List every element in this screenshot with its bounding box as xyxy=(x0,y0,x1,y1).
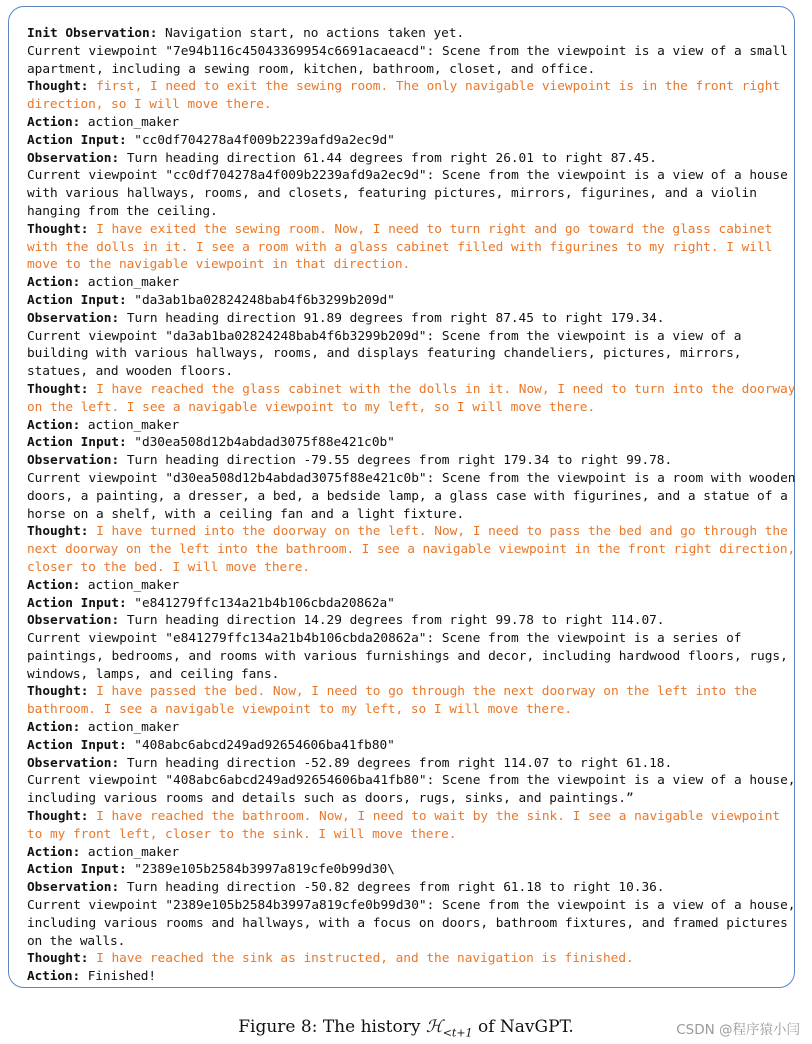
log-label: Thought: xyxy=(27,809,89,825)
log-line xyxy=(27,417,797,435)
log-label: Thought: xyxy=(27,951,89,967)
thought-text: I have reached the glass cabinet with the dolls in it. Now, I need to turn into the doorway xyxy=(88,381,796,397)
thought-text: to my front left, closer to the sink. I will move there. xyxy=(27,826,457,842)
thought-text: I have reached the sink as instructed, and the navigation is finished. xyxy=(88,951,634,967)
log-text: statues, and wooden floors. xyxy=(27,364,234,380)
log-text: Navigation start, no actions taken yet. xyxy=(157,26,465,41)
log-line xyxy=(27,167,797,185)
log-line xyxy=(27,434,797,452)
caption-symbol: ℋ xyxy=(425,1017,443,1037)
log-label: Action Input: xyxy=(27,292,127,308)
log-text: apartment, including a sewing room, kitchen, bathroom, closet, and office. xyxy=(27,61,596,77)
log-label: Action Input: xyxy=(27,595,127,611)
log-label: Thought: xyxy=(27,381,89,397)
log-line xyxy=(27,790,797,808)
log-line xyxy=(27,701,797,719)
log-text: paintings, bedrooms, and rooms with various furnishings and decor, including hardwood floors, rugs, xyxy=(27,648,788,664)
log-line xyxy=(27,683,797,701)
log-line xyxy=(27,861,797,879)
log-text: "da3ab1ba02824248bab4f6b3299b209d" xyxy=(126,292,395,308)
log-text: Current viewpoint "da3ab1ba02824248bab4f6b3299b209d": Scene from the viewpoint is a view of a xyxy=(27,328,742,344)
log-line xyxy=(27,666,797,684)
log-line xyxy=(27,808,797,826)
log-line xyxy=(27,915,797,933)
log-line xyxy=(27,203,797,221)
log-label: Thought: xyxy=(27,221,89,237)
log-label: Init Observation: xyxy=(27,26,158,41)
log-line xyxy=(27,968,797,986)
log-line xyxy=(27,381,797,399)
log-label: Action: xyxy=(27,417,81,433)
thought-text: I have reached the bathroom. Now, I need to wait by the sink. I see a navigable viewpoint xyxy=(88,809,781,825)
log-line xyxy=(27,648,797,666)
log-text: "408abc6abcd249ad92654606ba41fb80" xyxy=(126,737,395,753)
thought-text: I have turned into the doorway on the left. Now, I need to pass the bed and go through the xyxy=(88,524,788,540)
log-line xyxy=(27,274,797,292)
caption-subscript: <t+1 xyxy=(442,1026,473,1040)
log-text: action_maker xyxy=(80,417,180,433)
log-text: Current viewpoint "cc0df704278a4f009b2239afd9a2ec9d": Scene from the viewpoint is a view of a house xyxy=(27,168,788,184)
log-line xyxy=(27,256,797,274)
caption-suffix: of NavGPT. xyxy=(472,1017,574,1037)
log-text: Current viewpoint "2389e105b2584b3997a819cfe0b99d30": Scene from the viewpoint is a view of a house, xyxy=(27,898,796,914)
log-line xyxy=(27,25,797,43)
thought-text: I have exited the sewing room. Now, I need to turn right and go toward the glass cabinet xyxy=(88,221,773,237)
log-label: Observation: xyxy=(27,150,120,166)
log-line xyxy=(27,78,797,96)
log-text: "d30ea508d12b4abdad3075f88e421c0b" xyxy=(126,435,395,451)
log-label: Action: xyxy=(27,577,81,593)
thought-text: closer to the bed. I will move there. xyxy=(27,559,311,575)
log-line xyxy=(27,363,797,381)
caption-prefix: Figure 8: The history xyxy=(238,1017,426,1037)
log-label: Observation: xyxy=(27,755,120,771)
log-line xyxy=(27,933,797,951)
log-text: Current viewpoint "d30ea508d12b4abdad3075f88e421c0b": Scene from the viewpoint is a room with wooden xyxy=(27,470,796,486)
log-line xyxy=(27,452,797,470)
log-line xyxy=(27,577,797,595)
log-label: Observation: xyxy=(27,880,120,896)
log-text: Current viewpoint "e841279ffc134a21b4b106cbda20862a": Scene from the viewpoint is a series of xyxy=(27,631,742,647)
log-line xyxy=(27,185,797,203)
log-label: Action: xyxy=(27,275,81,291)
log-line xyxy=(27,488,797,506)
log-text: Current viewpoint "7e94b116c45043369954c6691acaeacd": Scene from the viewpoint is a view of a small xyxy=(27,43,788,59)
thought-text: first, I need to exit the sewing room. The only navigable viewpoint is in the front right xyxy=(88,79,781,95)
log-text: action_maker xyxy=(80,844,180,860)
log-text: building with various hallways, rooms, and displays featuring chandeliers, pictures, mirrors, xyxy=(27,346,742,362)
log-text: on the walls. xyxy=(27,933,126,949)
log-line xyxy=(27,879,797,897)
log-line xyxy=(27,826,797,844)
log-label: Thought: xyxy=(27,684,89,700)
log-line xyxy=(27,328,797,346)
thought-text: move to the navigable viewpoint in that direction. xyxy=(27,257,411,273)
thought-text: direction, so I will move there. xyxy=(27,97,272,113)
log-label: Thought: xyxy=(27,79,89,95)
watermark: CSDN @程序猿小闫 xyxy=(676,1022,800,1038)
log-text: Finished! xyxy=(80,969,156,985)
log-text: "cc0df704278a4f009b2239afd9a2ec9d" xyxy=(126,132,395,148)
log-line xyxy=(27,950,797,968)
log-text: Turn heading direction 61.44 degrees from right 26.01 to right 87.45. xyxy=(119,150,657,166)
log-label: Action Input: xyxy=(27,862,127,878)
thought-text: on the left. I see a navigable viewpoint to my left, so I will move there. xyxy=(27,399,596,415)
navgpt-history-log xyxy=(27,25,797,986)
log-line xyxy=(27,114,797,132)
log-line xyxy=(27,612,797,630)
log-line xyxy=(27,239,797,257)
log-line xyxy=(27,150,797,168)
log-line xyxy=(27,132,797,150)
log-text: including various rooms and hallways, with a focus on doors, bathroom fixtures, and framed pictures xyxy=(27,915,788,931)
log-text: Turn heading direction -50.82 degrees from right 61.18 to right 10.36. xyxy=(119,880,665,896)
log-text: Turn heading direction -79.55 degrees from right 179.34 to right 99.78. xyxy=(119,453,673,469)
log-line xyxy=(27,292,797,310)
thought-text: next doorway on the left into the bathroom. I see a navigable viewpoint in the front right direction, xyxy=(27,542,796,558)
log-line xyxy=(27,345,797,363)
log-line xyxy=(27,719,797,737)
log-text: horse on a shelf, with a ceiling fan and a light fixture. xyxy=(27,506,465,522)
log-label: Action Input: xyxy=(27,737,127,753)
thought-text: with the dolls in it. I see a room with a glass cabinet filled with figurines to my right. I will xyxy=(27,239,773,255)
log-label: Action: xyxy=(27,844,81,860)
log-line xyxy=(27,310,797,328)
log-label: Action Input: xyxy=(27,435,127,451)
log-text: Current viewpoint "408abc6abcd249ad92654606ba41fb80": Scene from the viewpoint is a view of a house, xyxy=(27,773,796,789)
log-line xyxy=(27,559,797,577)
thought-text: bathroom. I see a navigable viewpoint to my left, so I will move there. xyxy=(27,702,573,718)
log-label: Action: xyxy=(27,720,81,736)
log-label: Action: xyxy=(27,969,81,985)
log-line xyxy=(27,399,797,417)
log-line xyxy=(27,506,797,524)
log-text: including various rooms and details such as doors, rugs, sinks, and paintings.” xyxy=(27,791,634,807)
log-line xyxy=(27,630,797,648)
log-text: action_maker xyxy=(80,577,180,593)
log-label: Action Input: xyxy=(27,132,127,148)
log-text: Turn heading direction 91.89 degrees from right 87.45 to right 179.34. xyxy=(119,310,665,326)
log-label: Observation: xyxy=(27,310,120,326)
log-label: Action: xyxy=(27,114,81,130)
log-line xyxy=(27,541,797,559)
log-text: action_maker xyxy=(80,275,180,291)
log-line xyxy=(27,595,797,613)
log-line xyxy=(27,737,797,755)
log-label: Observation: xyxy=(27,613,120,629)
log-line xyxy=(27,755,797,773)
log-text: hanging from the ceiling. xyxy=(27,203,218,219)
log-text: Turn heading direction -52.89 degrees from right 114.07 to right 61.18. xyxy=(119,755,673,771)
log-line xyxy=(27,221,797,239)
log-text: "2389e105b2584b3997a819cfe0b99d30\ xyxy=(126,862,395,878)
log-line xyxy=(27,772,797,790)
log-text: windows, lamps, and ceiling fans. xyxy=(27,666,280,682)
log-line xyxy=(27,470,797,488)
log-text: with various hallways, rooms, and closets, featuring pictures, mirrors, figurines, and a violin xyxy=(27,186,757,202)
log-line xyxy=(27,61,797,79)
log-text: action_maker xyxy=(80,720,180,736)
log-line xyxy=(27,523,797,541)
log-text: "e841279ffc134a21b4b106cbda20862a" xyxy=(126,595,395,611)
log-label: Observation: xyxy=(27,453,120,469)
log-line xyxy=(27,844,797,862)
log-text: doors, a painting, a dresser, a bed, a bedside lamp, a glass case with figurines, and a statue of a xyxy=(27,488,788,504)
log-text: Turn heading direction 14.29 degrees from right 99.78 to right 114.07. xyxy=(119,613,665,629)
log-line xyxy=(27,96,797,114)
thought-text: I have passed the bed. Now, I need to go through the next doorway on the left into the xyxy=(88,684,757,700)
log-text: action_maker xyxy=(80,114,180,130)
log-line xyxy=(27,43,797,61)
log-line xyxy=(27,897,797,915)
log-label: Thought: xyxy=(27,524,89,540)
